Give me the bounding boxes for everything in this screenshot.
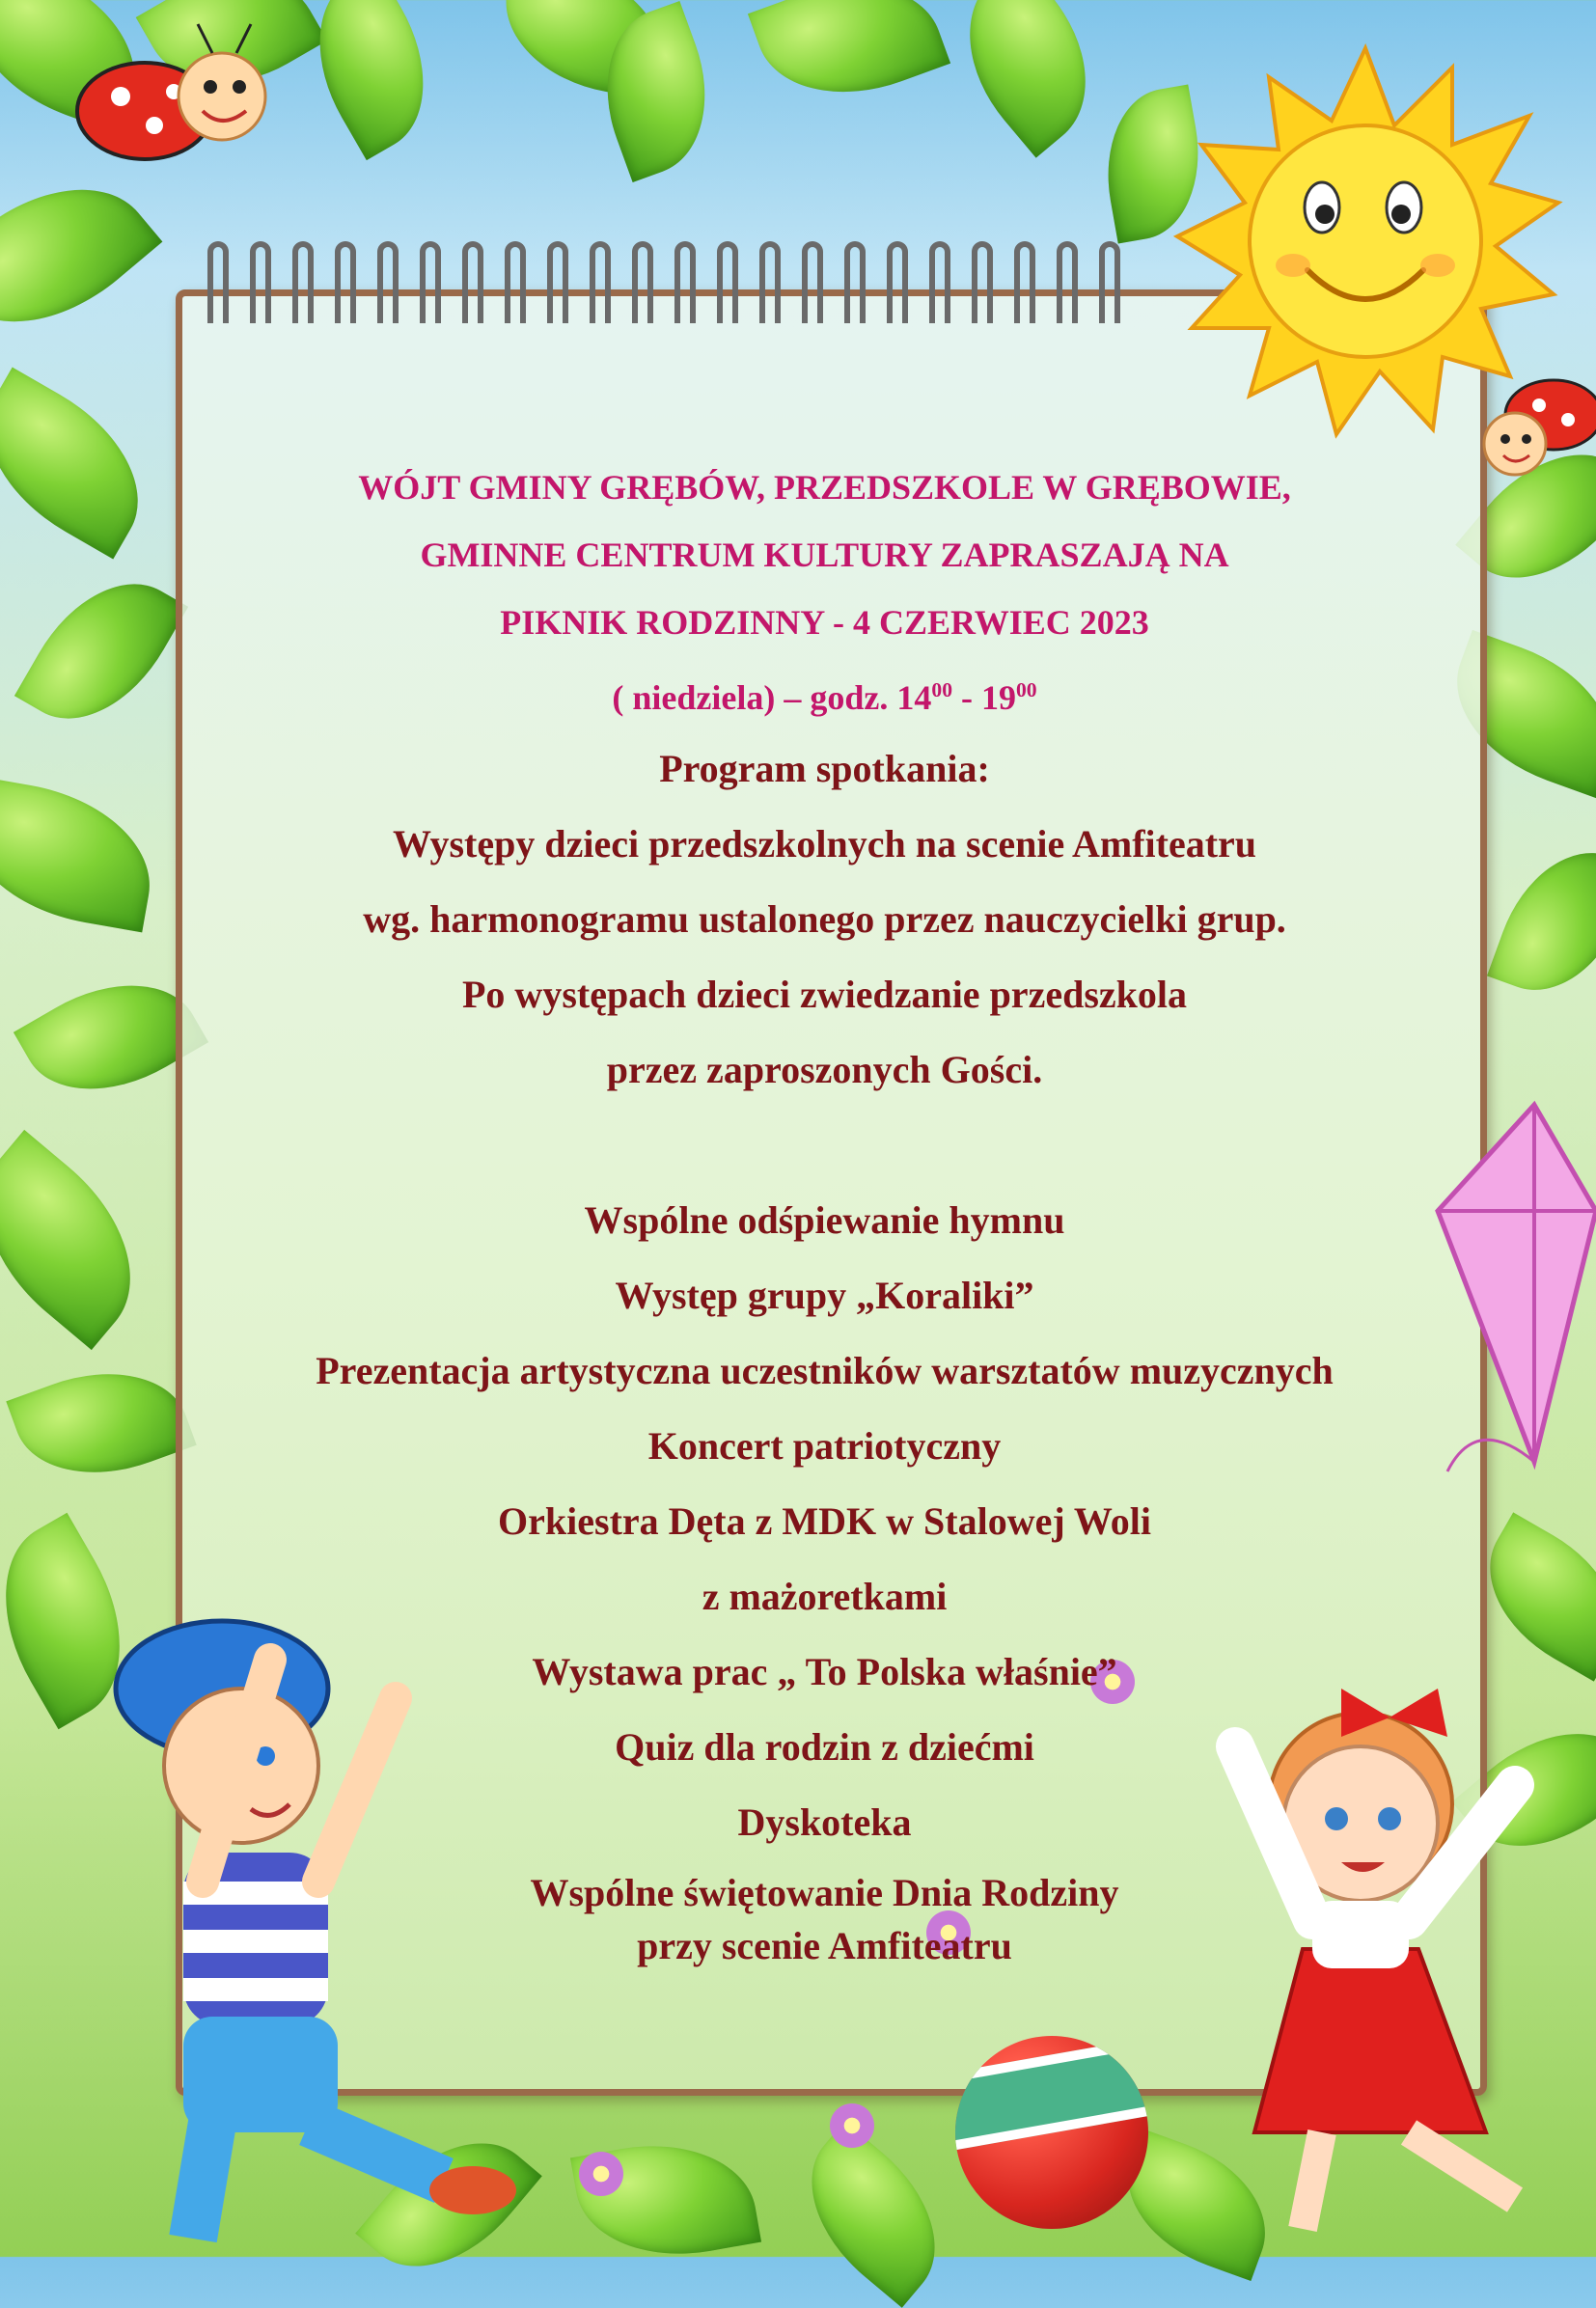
program-item: Koncert patriotyczny — [647, 1424, 1002, 1468]
program-title: Program spotkania: — [659, 747, 990, 790]
program-item: Wystawa prac „ To Polska właśnie” — [532, 1650, 1117, 1693]
program-item: Występ grupy „Koraliki” — [615, 1274, 1034, 1317]
program-item: z mażoretkami — [702, 1575, 948, 1618]
flower-icon — [830, 2103, 874, 2148]
header-time-line — [176, 656, 1473, 731]
spiral-binding — [207, 241, 1172, 328]
ladybug-icon — [1476, 367, 1596, 502]
flower-icon — [579, 2152, 623, 2196]
program-intro-line: Występy dzieci przedszkolnych na scenie Amfiteatru — [392, 822, 1257, 866]
invitation-text — [176, 453, 1473, 1970]
time-separator: - 19 — [951, 678, 1016, 717]
time-end-minutes: 00 — [1015, 678, 1037, 701]
program-item: Orkiestra Dęta z MDK w Stalowej Woli — [498, 1499, 1151, 1543]
ladybug-icon — [68, 19, 280, 193]
header-line-1: WÓJT GMINY GRĘBÓW, PRZEDSZKOLE W GRĘBOWIE, — [358, 468, 1291, 507]
program-item: Prezentacja artystyczna uczestników warsztatów muzycznych — [316, 1349, 1334, 1392]
program-item: Wspólne odśpiewanie hymnu — [584, 1198, 1065, 1242]
header-line-2: GMINNE CENTRUM KULTURY ZAPRASZAJĄ NA — [420, 536, 1229, 574]
program-intro-line: przez zaproszonych Gości. — [606, 1048, 1043, 1091]
program-closing-line-1: Wspólne świętowanie Dnia Rodziny — [530, 1871, 1119, 1914]
time-prefix: ( niedziela) – godz. 14 — [612, 678, 932, 717]
program-item: Dyskoteka — [737, 1800, 912, 1844]
time-start-minutes: 00 — [931, 678, 952, 701]
program-closing-line-2: przy scenie Amfiteatru — [637, 1924, 1012, 1967]
ball-icon — [955, 2036, 1148, 2229]
program-intro-line: Po występach dzieci zwiedzanie przedszkola — [462, 973, 1187, 1016]
header-line-3: PIKNIK RODZINNY - 4 CZERWIEC 2023 — [500, 603, 1149, 642]
program-intro-line: wg. harmonogramu ustalonego przez nauczycielki grup. — [363, 897, 1286, 941]
program-item: Quiz dla rodzin z dziećmi — [615, 1725, 1034, 1769]
